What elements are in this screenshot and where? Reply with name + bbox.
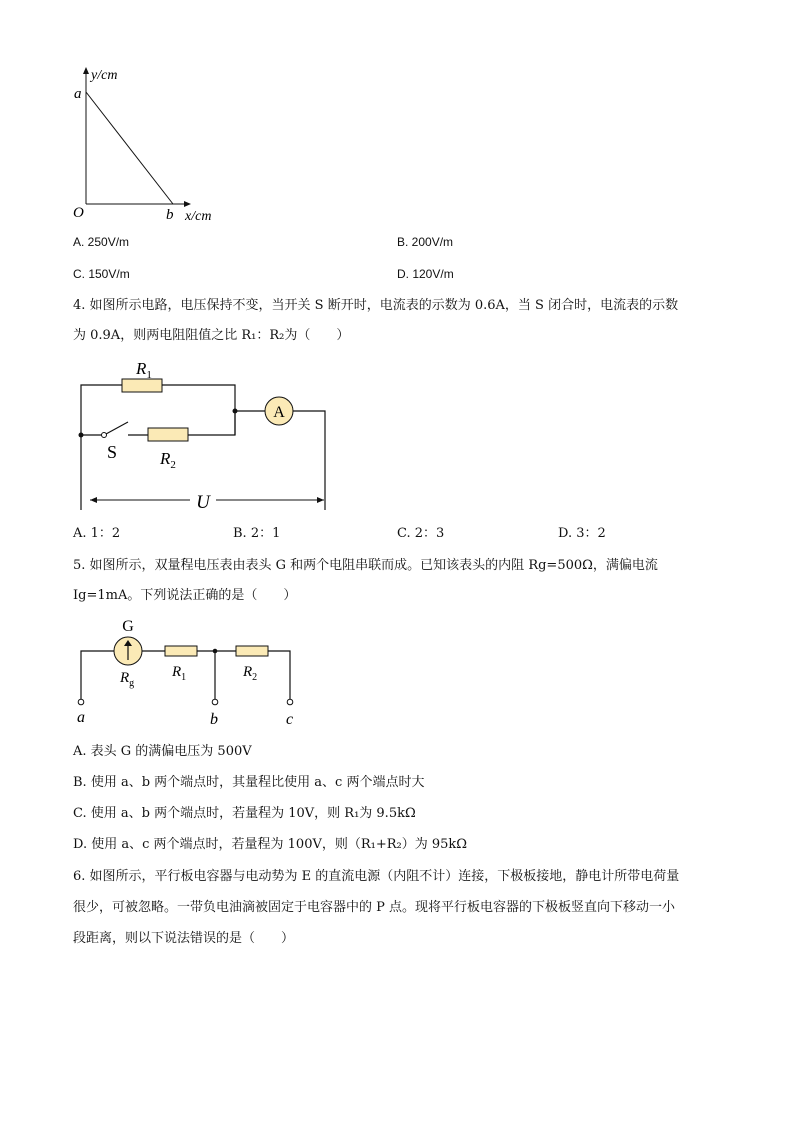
terminal-a: [78, 699, 84, 705]
voltage-u-label: U: [196, 492, 210, 513]
x-axis-label: x/cm: [185, 209, 212, 224]
r2-label: $R_2$: [160, 449, 176, 471]
q6-text-line3: 段距离，则以下说法错误的是（ ）: [73, 931, 295, 946]
q3-option-b: B. 200V/m: [397, 235, 454, 249]
switch-contact: [102, 433, 107, 438]
q4-text-line2: 为 0.9A，则两电阻阻值之比 R₁：R₂为（ ）: [73, 328, 350, 343]
q3-option-a: A. 250V/m: [73, 235, 130, 249]
y-axis-label: y/cm: [91, 68, 118, 83]
q6-text-line1: 6. 如图所示，平行板电容器与电动势为 E 的直流电源（内阻不计）连接，下极板接地，静电计所带电荷量: [73, 869, 680, 884]
origin-label: O: [73, 205, 84, 221]
rg-label: $R_g$: [120, 670, 135, 689]
q5-text-line2: Ig=1mA。下列说法正确的是（ ）: [73, 588, 297, 603]
ammeter-label: A: [273, 404, 285, 421]
r1-resistor: [165, 646, 197, 656]
r2-resistor: [236, 646, 268, 656]
q5-option-c: C. 使用 a、b 两个端点时，若量程为 10V，则 R₁为 9.5kΩ: [73, 806, 416, 821]
point-a-label: a: [74, 86, 82, 102]
q4-option-d: D. 3：2: [558, 526, 606, 541]
galvanometer-label: G: [122, 618, 134, 635]
q3-option-c: C. 150V/m: [73, 267, 130, 281]
r2-label: $R_2$: [243, 664, 258, 683]
r2-resistor: [148, 428, 188, 441]
q4-text-line1: 4. 如图所示电路，电压保持不变，当开关 S 断开时，电流表的示数为 0.6A，当 S 闭合时，电流表的示数: [73, 298, 679, 313]
terminal-b: [212, 699, 218, 705]
q4-circuit: [70, 355, 340, 520]
r1-resistor: [122, 379, 162, 392]
switch-label: S: [107, 442, 118, 462]
q4-option-a: A. 1：2: [73, 526, 121, 541]
q5-circuit: [70, 612, 310, 732]
switch-s: [106, 422, 128, 434]
terminal-a-label: a: [77, 709, 85, 726]
q6-text-line2: 很少，可被忽略。一带负电油滴被固定于电容器中的 P 点。现将平行板电容器的下极板竖直向下移动一小: [73, 900, 676, 915]
r1-label: $R_1$: [136, 359, 152, 381]
point-b-label: b: [166, 207, 174, 223]
q3-graph: [60, 62, 240, 232]
ab-line: [86, 92, 173, 204]
terminal-c-label: c: [286, 711, 294, 728]
q5-option-b: B. 使用 a、b 两个端点时，其量程比使用 a、c 两个端点时大: [73, 775, 425, 790]
r1-label: $R_1$: [172, 664, 187, 683]
q5-option-a: A. 表头 G 的满偏电压为 500V: [73, 744, 252, 759]
terminal-c: [287, 699, 293, 705]
q4-option-b: B. 2：1: [233, 526, 281, 541]
q5-option-d: D. 使用 a、c 两个端点时，若量程为 100V，则（R₁+R₂）为 95kΩ: [73, 837, 468, 852]
terminal-b-label: b: [210, 711, 218, 728]
q4-option-c: C. 2：3: [397, 526, 445, 541]
q5-text-line1: 5. 如图所示，双量程电压表由表头 G 和两个电阻串联而成。已知该表头的内阻 Rg=500Ω，满偏电流: [73, 558, 658, 573]
q3-option-d: D. 120V/m: [397, 267, 454, 281]
